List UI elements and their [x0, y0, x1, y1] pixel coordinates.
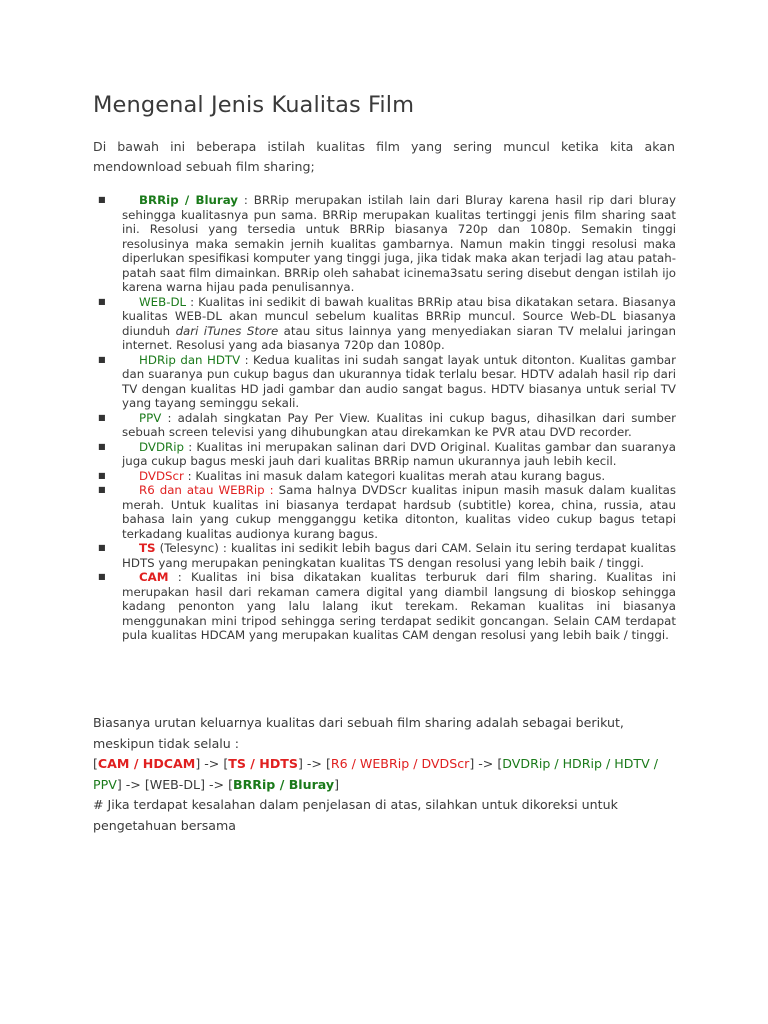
list-item-hdrip: [98, 352, 677, 411]
desc-cam: : Kualitas ini bisa dikatakan kualitas terburuk dari film sharing. Kualitas ini merupakan hasil dari rekaman camera digital yang diambil langsung di bioskop sehingga kadang penonton yang lalu lalang ikut terekam. Rekaman kualitas ini biasanya menggunakan mini tripod sehingga sering terdapat sedikit goncangan. Selain CAM terdapat pula kualitas HDCAM yang merupakan kualitas CAM dengan resolusi yang lebih baik / tinggi.: [122, 570, 676, 642]
desc-ts: (Telesync) : kualitas ini sedikit lebih bagus dari CAM. Selain itu sering terdapat kualitas HDTS yang merupakan peningkatan kualitas TS dengan resolusi yang lebih baik / tinggi.: [122, 541, 676, 570]
desc-webdl-em: dari iTunes Store: [175, 323, 279, 338]
page-title: Mengenal Jenis Kualitas Film: [93, 92, 415, 118]
desc-webdl-b: atau situs lainnya yang menyediakan siaran TV melalui jaringan internet. Resolusi yang ada biasanya 720p dan 1080p.: [122, 323, 676, 352]
quality-list: [0, 193, 676, 643]
list-item-dvdrip: [98, 439, 676, 469]
term-dvdrip: DVDRip: [139, 439, 184, 454]
desc-hdrip: : Kedua kualitas ini sudah sangat layak untuk ditonton. Kualitas gambar dan suaranya pun cukup bagus dan ukurannya tidak terlalu besar. HDTV adalah hasil rip dari TV dengan kualitas HD jadi gambar dan audio sangat bagus. HDTV biasanya untuk serial TV yang tayang seminggu sekali.: [122, 352, 677, 410]
order-brrip: BRRip / Bluray: [233, 776, 335, 792]
order-webdl: WEB-DL: [149, 776, 201, 792]
bullet-icon: ■: [98, 485, 106, 494]
order-r6: R6 / WEBRip / DVDScr: [330, 756, 470, 771]
list-item-dvdscr: [98, 468, 676, 484]
order-cam: CAM / HDCAM: [97, 756, 196, 771]
term-ppv: PPV: [139, 410, 162, 425]
term-dvdscr: DVDScr: [139, 468, 184, 483]
list-item-r6: [98, 483, 676, 541]
bullet-icon: ■: [98, 441, 106, 451]
desc-dvdrip: : Kualitas ini merupakan salinan dari DVD Original. Kualitas gambar dan suaranya juga cukup bagus meski jauh dari kualitas BRRip namun ukurannya jauh lebih kecil.: [122, 439, 676, 468]
order-ts: TS / HDTS: [228, 756, 298, 771]
desc-dvdscr: : Kualitas ini masuk dalam kategori kualitas merah atau kurang bagus.: [183, 468, 606, 483]
bullet-icon: ■: [98, 412, 106, 422]
footnote: # Jika terdapat kesalahan dalam penjelasan di atas, silahkan untuk dikoreksi untuk pengetahuan bersama: [93, 797, 618, 833]
desc-ppv: : adalah singkatan Pay Per View. Kualitas ini cukup bagus, dihasilkan dari sumber sebuah screen televisi yang dihubungkan atau direkamkan ke PVR atau DVD recorder.: [122, 410, 676, 439]
intro-paragraph: Di bawah ini beberapa istilah kualitas film yang sering muncul ketika kita akan mendownload sebuah film sharing;: [93, 139, 675, 174]
bullet-icon: ■: [98, 354, 106, 364]
list-item-webdl: [98, 294, 676, 353]
term-brrip: BRRip / Bluray: [139, 193, 238, 207]
term-ts: TS: [139, 541, 156, 555]
bullet-icon: ■: [98, 572, 106, 581]
list-item-ts: [98, 541, 676, 570]
bullet-icon: ■: [98, 543, 106, 552]
list-item-ppv: [98, 410, 676, 440]
term-r6: R6 dan atau WEBRip :: [139, 483, 274, 497]
list-item-cam: [98, 570, 676, 643]
list-item-brrip: [98, 193, 676, 295]
bullet-icon: ■: [98, 470, 106, 480]
order-intro: Biasanya urutan keluarnya kualitas dari sebuah film sharing adalah sebagai berikut, meskipun tidak selalu :: [93, 715, 624, 751]
order-section: [93, 713, 683, 836]
term-webdl: WEB-DL: [139, 294, 187, 309]
desc-webdl-a: : Kualitas ini sedikit di bawah kualitas BRRip atau bisa dikatakan setara. Biasanya kualitas WEB-DL akan muncul sebelum kualitas BRRip muncul. Source Web-DL biasanya diunduh: [122, 294, 676, 338]
order-sequence: [CAM / HDCAM] -> [TS / HDTS] -> [R6 / WEBRip / DVDScr] -> [DVDRip / HDRip / HDTV / PPV] -> [WEB-DL] -> [BRRip / Bluray]: [93, 756, 658, 792]
term-cam: CAM: [139, 570, 169, 584]
bullet-icon: ■: [98, 296, 106, 306]
order-dvd: DVDRip / HDRip / HDTV / PPV: [93, 756, 658, 792]
desc-brrip: : BRRip merupakan istilah lain dari Bluray karena hasil rip dari bluray sehingga kualitasnya pun sama. BRRip merupakan kualitas tertinggi jenis film sharing saat ini. Resolusi yang tersedia untuk BRRip biasanya 720p dan 1080p. Semakin tinggi resolusinya maka semakin jernih kualitas gambarnya. Namun makin tinggi resolusi maka diperlukan spesifikasi komputer yang tinggi juga, jika tidak maka akan terjadi lag atau patah-patah saat film dimainkan. BRRip oleh sahabat icinema3satu sering disebut dengan istilah ijo karena warna hijau pada penulisannya.: [122, 193, 676, 294]
bullet-icon: ■: [98, 195, 106, 204]
desc-r6: Sama halnya DVDScr kualitas inipun masih masuk dalam kualitas merah. Untuk kualitas ini biasanya terdapat hardsub (subtitle) korea, china, russia, atau bahasa lain yang cukup mengganggu ketika ditonton, kualitas video cukup bagus tetapi terkadang kualitas audionya kurang bagus.: [122, 483, 676, 541]
term-hdrip: HDRip dan HDTV: [139, 352, 241, 367]
